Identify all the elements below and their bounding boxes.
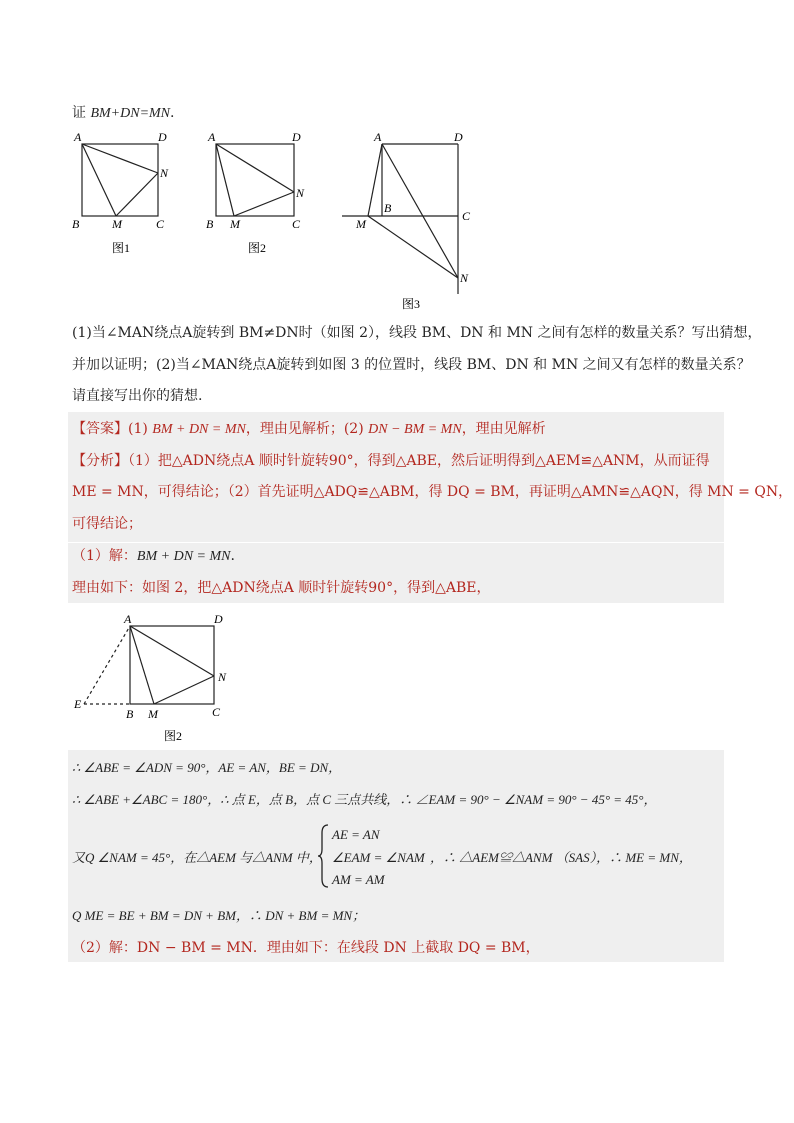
fig3-label-b: B [384,201,392,215]
question-line-2: 并加以证明；(2)当∠MAN绕点A旋转到如图 3 的位置时，线段 BM、DN 和 MN 之间又有怎样的数量关系？ [72,357,751,373]
solution-text-1: ∴ ∠ABE = ∠ADN = 90°，AE = AN，BE = DN， [72,760,342,775]
figure-2 [204,128,314,258]
fig2b-label-m: M [148,707,158,721]
solution-part1-formula: BM + DN = MN [136,549,231,564]
fig3-segment-am [368,144,382,216]
figure-3 [338,128,478,316]
fig2-label-d: D [292,130,301,144]
answer-part2-text: ，理由见解析 [461,421,546,437]
solution-part1-end: . [230,548,235,564]
fig2b-label-n: N [218,670,227,684]
solution-line-2 [72,790,657,811]
solution-part2-line [72,938,540,958]
fig2b-label-b: B [126,707,134,721]
solution-line-3-pre [72,848,322,869]
analysis-line-2: ME = MN，可得结论；（2）首先证明△ADQ≌△ABM，得 DQ = BM，再证明△AMN≌△AQN，得 MN = QN， [72,484,793,500]
fig2-square [216,144,294,216]
fig2-label-a: A [208,130,216,144]
system-line-3 [332,870,385,891]
analysis-label: 【分析】 [72,453,128,469]
figure-2-rotated [72,610,232,744]
solution-text-3-pre: 又Q ∠NAM = 45°，在△AEM 与△ANM 中， [72,850,322,865]
fig1-label-m: M [112,217,122,231]
analysis-line-3: 可得结论； [72,516,142,532]
fig1-label-d: D [158,130,167,144]
fig2-segment-mn [234,192,294,216]
intro-formula: BM+DN=MN [90,106,171,121]
fig2b-caption: 图2 [164,729,183,743]
intro-line [72,103,174,124]
intro-prefix: 证 [72,105,91,121]
fig3-label-a: A [374,130,382,144]
fig2b-label-e: E [74,697,82,711]
fig2-segment-an [216,144,294,192]
system-line-2 [332,848,425,869]
answer-formula-1: BM + DN = MN [152,422,246,437]
fig2b-label-a: A [124,612,132,626]
fig2-segment-am [216,144,234,216]
system-line-1 [332,825,380,846]
fig3-label-d: D [454,130,463,144]
fig1-label-b: B [72,217,80,231]
fig1-square [82,144,158,216]
fig1-caption: 图1 [112,241,131,255]
question-line-3: 请直接写出你的猜想. [72,388,203,404]
fig1-label-n: N [160,166,169,180]
fig2-label-m: M [230,217,240,231]
answer-part1-text: ，理由见解析； [245,421,344,437]
fig2-label-b: B [206,217,214,231]
fig3-label-c: C [462,209,471,223]
solution-part1-label: （1）解： [72,548,137,564]
system-eq-1: AE = AN [332,827,380,842]
solution-part2-label: （2）解： [72,940,137,956]
solution-text-3-post: ，∴ △AEM≌△ANM （SAS），∴ ME = MN， [430,850,692,865]
fig2-caption: 图2 [248,241,267,255]
answer-part1-label: (1) [128,421,153,437]
solution-line-4 [72,906,365,927]
intro-suffix: . [170,105,175,121]
fig3-label-n: N [460,271,469,285]
question-line-1: (1)当∠MAN绕点A旋转到 BM≠DN时（如图 2），线段 BM、DN 和 MN 之间有怎样的数量关系？写出猜想， [72,325,762,341]
solution-line-3-post [430,848,692,869]
fig3-segment-mn [368,216,458,278]
solution-part1-line [72,546,235,567]
solution-part2-text: DN − BM = MN．理由如下：在线段 DN 上截取 DQ = BM， [136,940,540,956]
analysis-line-1 [72,451,710,471]
fig2-label-c: C [292,217,301,231]
solution-text-4: Q ME = BE + BM = DN + BM，∴ DN + BM = MN； [72,908,366,923]
fig3-segment-an [382,144,458,278]
system-brace [316,823,330,889]
fig1-segment-mn [116,173,158,216]
fig2-label-n: N [296,186,305,200]
fig1-label-c: C [156,217,165,231]
figure-1 [70,128,180,258]
fig1-label-a: A [74,130,82,144]
solution-line-1 [72,758,341,779]
answer-part2-label: (2) [343,421,369,437]
fig3-label-m: M [356,217,366,231]
system-eq-3: AM = AM [332,872,385,887]
system-eq-2: ∠EAM = ∠NAM [332,850,425,865]
solution-text-2: ∴ ∠ABE +∠ABC = 180°，∴ 点 E，点 B，点 C 三点共线，∴ ∠EAM = 90° − ∠NAM = 90° − 45° = 45°， [72,792,657,807]
fig2b-label-c: C [212,705,221,719]
analysis-text-1: （1）把△ADN绕点A 顺时针旋转90°，得到△ABE，然后证明得到△AEM≌△ANM，从而证得 [128,453,710,469]
fig2b-label-d: D [214,612,223,626]
answer-label: 【答案】 [72,421,128,437]
answer-line [72,419,546,440]
solution-reason-line: 理由如下：如图 2，把△ADN绕点A 顺时针旋转90°，得到△ABE， [72,580,491,596]
fig3-caption: 图3 [402,297,421,311]
answer-formula-2: DN − BM = MN [368,422,462,437]
